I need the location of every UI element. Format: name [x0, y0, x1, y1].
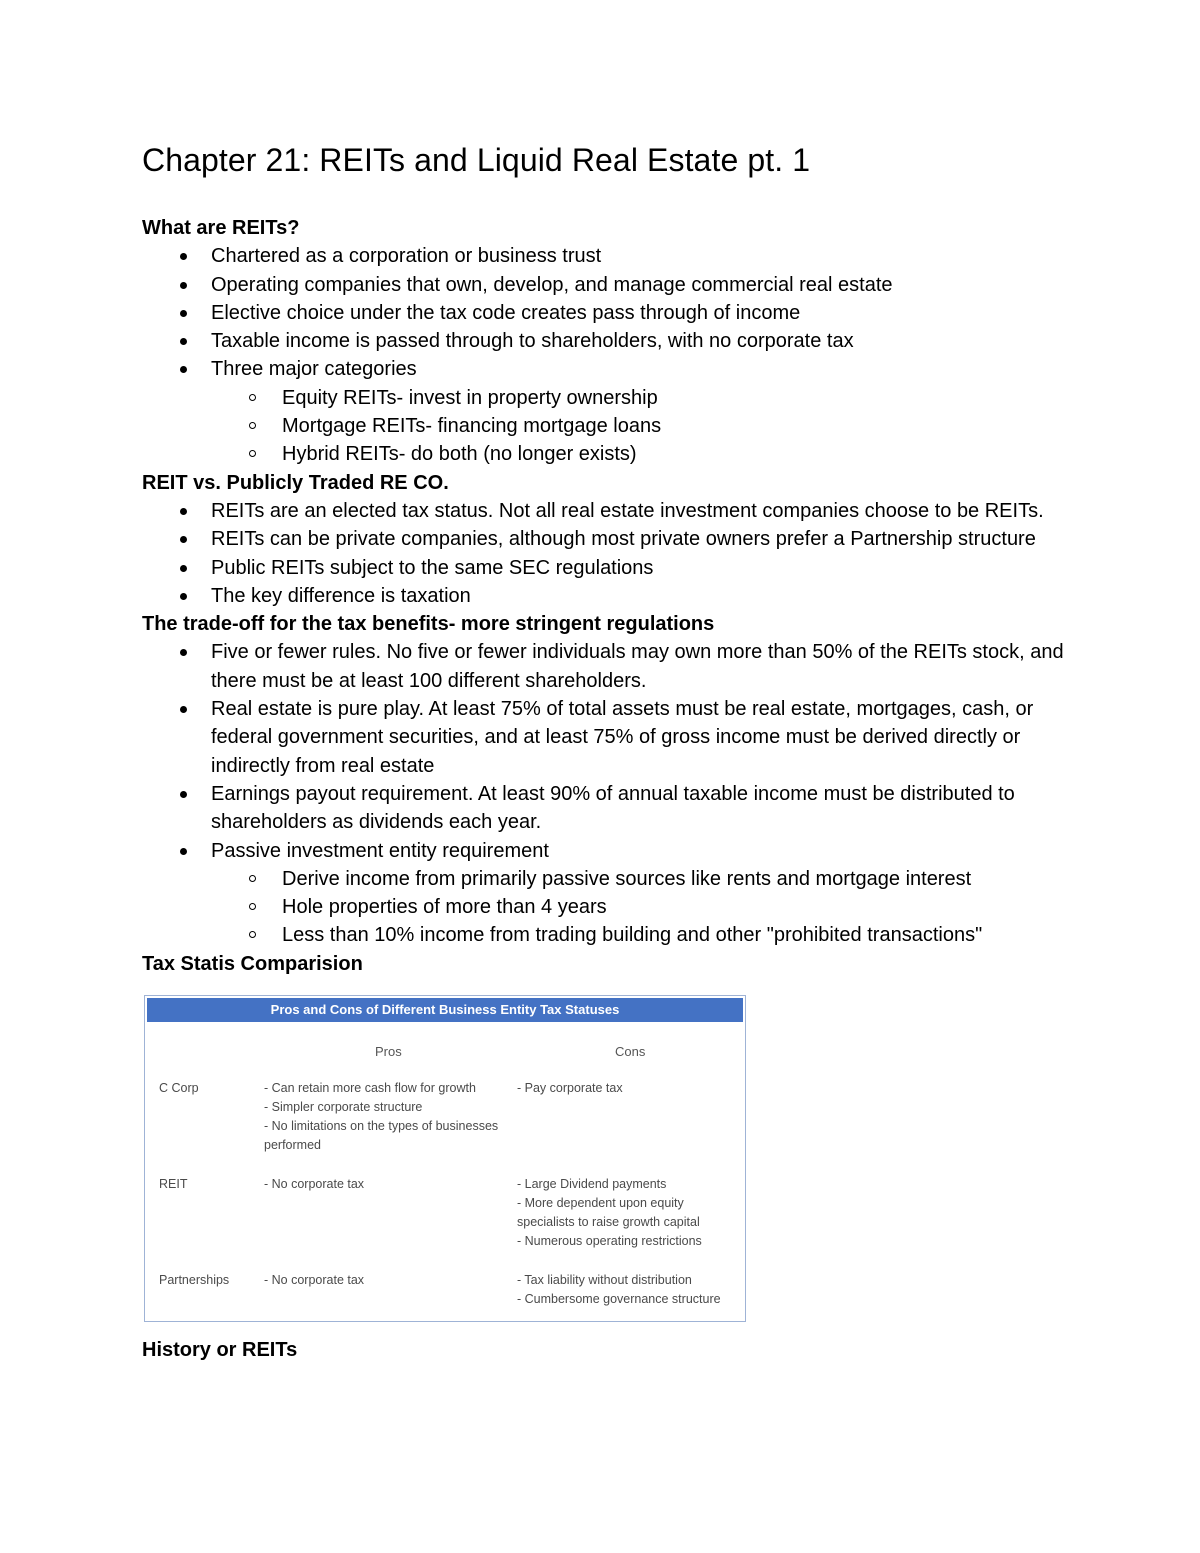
con-line: - Tax liability without distribution	[517, 1273, 692, 1288]
reit-vs-public-list	[142, 497, 1072, 610]
sub-list-item: Mortgage REITs- financing mortgage loans	[142, 412, 1072, 440]
con-line: specialists to raise growth capital	[517, 1215, 700, 1230]
reit-categories-sublist	[142, 384, 1072, 469]
partnerships-cons	[517, 1271, 721, 1309]
heading-history-of-reits: History or REITs	[142, 1339, 298, 1362]
reit-pros	[264, 1175, 364, 1194]
sub-list-item: Equity REITs- invest in property ownership	[142, 384, 1072, 412]
list-item: Real estate is pure play. At least 75% of total assets must be real estate, mortgages, cash, or federal government securities, and at least 75% of gross income must be derived directly or indirectly from real estate	[142, 695, 1072, 780]
trade-off-list	[142, 638, 1072, 864]
sub-list-item: Hole properties of more than 4 years	[142, 893, 1072, 921]
heading-what-are-reits: What are REITs?	[142, 217, 300, 239]
document-page	[142, 140, 1072, 1364]
pro-line: - No corporate tax	[264, 1177, 365, 1192]
partnerships-pros	[264, 1271, 364, 1290]
con-line: - Large Dividend payments	[517, 1177, 667, 1192]
cons-column-header: Cons	[615, 1044, 646, 1060]
pro-line: - No limitations on the types of businesses	[264, 1119, 499, 1134]
heading-trade-off: The trade-off for the tax benefits- more stringent regulations	[142, 613, 715, 636]
pro-line: - Can retain more cash flow for growth	[264, 1081, 476, 1096]
entity-partnerships: Partnerships	[159, 1273, 230, 1288]
sub-list-item: Derive income from primarily passive sources like rents and mortgage interest	[142, 865, 1072, 893]
entity-reit: REIT	[159, 1177, 188, 1192]
entity-c-corp: C Corp	[159, 1081, 199, 1096]
pro-line: - Simpler corporate structure	[264, 1100, 423, 1115]
list-item: Operating companies that own, develop, and manage commercial real estate	[142, 271, 1072, 299]
list-item: Elective choice under the tax code creates pass through of income	[142, 299, 1072, 327]
c-corp-cons	[517, 1079, 623, 1098]
reit-cons	[517, 1175, 702, 1251]
table-title: Pros and Cons of Different Business Entity Tax Statuses	[147, 998, 743, 1022]
list-item: Taxable income is passed through to shareholders, with no corporate tax	[142, 327, 1072, 355]
list-item: Earnings payout requirement. At least 90% of annual taxable income must be distributed to shareholders as dividends each year.	[142, 780, 1072, 837]
heading-reit-vs-public-co: REIT vs. Publicly Traded RE CO.	[142, 471, 449, 494]
pro-line: performed	[264, 1138, 321, 1153]
list-item: The key difference is taxation	[142, 582, 1072, 610]
sub-list-item: Hybrid REITs- do both (no longer exists)	[142, 440, 1072, 468]
list-item: Chartered as a corporation or business trust	[142, 242, 1072, 270]
tax-status-comparison-table	[144, 995, 746, 1322]
con-line: - Cumbersome governance structure	[517, 1292, 721, 1307]
what-are-reits-list	[142, 242, 1072, 383]
list-item: Five or fewer rules. No five or fewer individuals may own more than 50% of the REITs stock, and there must be at least 100 different shareholders.	[142, 638, 1072, 695]
list-item: REITs are an elected tax status. Not all real estate investment companies choose to be REITs.	[142, 497, 1072, 525]
con-line: - Numerous operating restrictions	[517, 1234, 702, 1249]
heading-tax-status-comparison: Tax Statis Comparision	[142, 952, 363, 975]
pros-column-header: Pros	[375, 1044, 402, 1060]
page-title: Chapter 21: REITs and Liquid Real Estate pt. 1	[142, 142, 811, 178]
con-line: - Pay corporate tax	[517, 1081, 623, 1096]
list-item: Public REITs subject to the same SEC regulations	[142, 554, 1072, 582]
list-item: Three major categories	[142, 355, 1072, 383]
c-corp-pros	[264, 1079, 498, 1155]
list-item: Passive investment entity requirement	[142, 837, 1072, 865]
passive-requirement-sublist	[142, 865, 1072, 950]
list-item: REITs can be private companies, although most private owners prefer a Partnership structure	[142, 525, 1072, 553]
con-line: - More dependent upon equity	[517, 1196, 684, 1211]
pro-line: - No corporate tax	[264, 1273, 365, 1288]
sub-list-item: Less than 10% income from trading building and other "prohibited transactions"	[142, 921, 1072, 949]
